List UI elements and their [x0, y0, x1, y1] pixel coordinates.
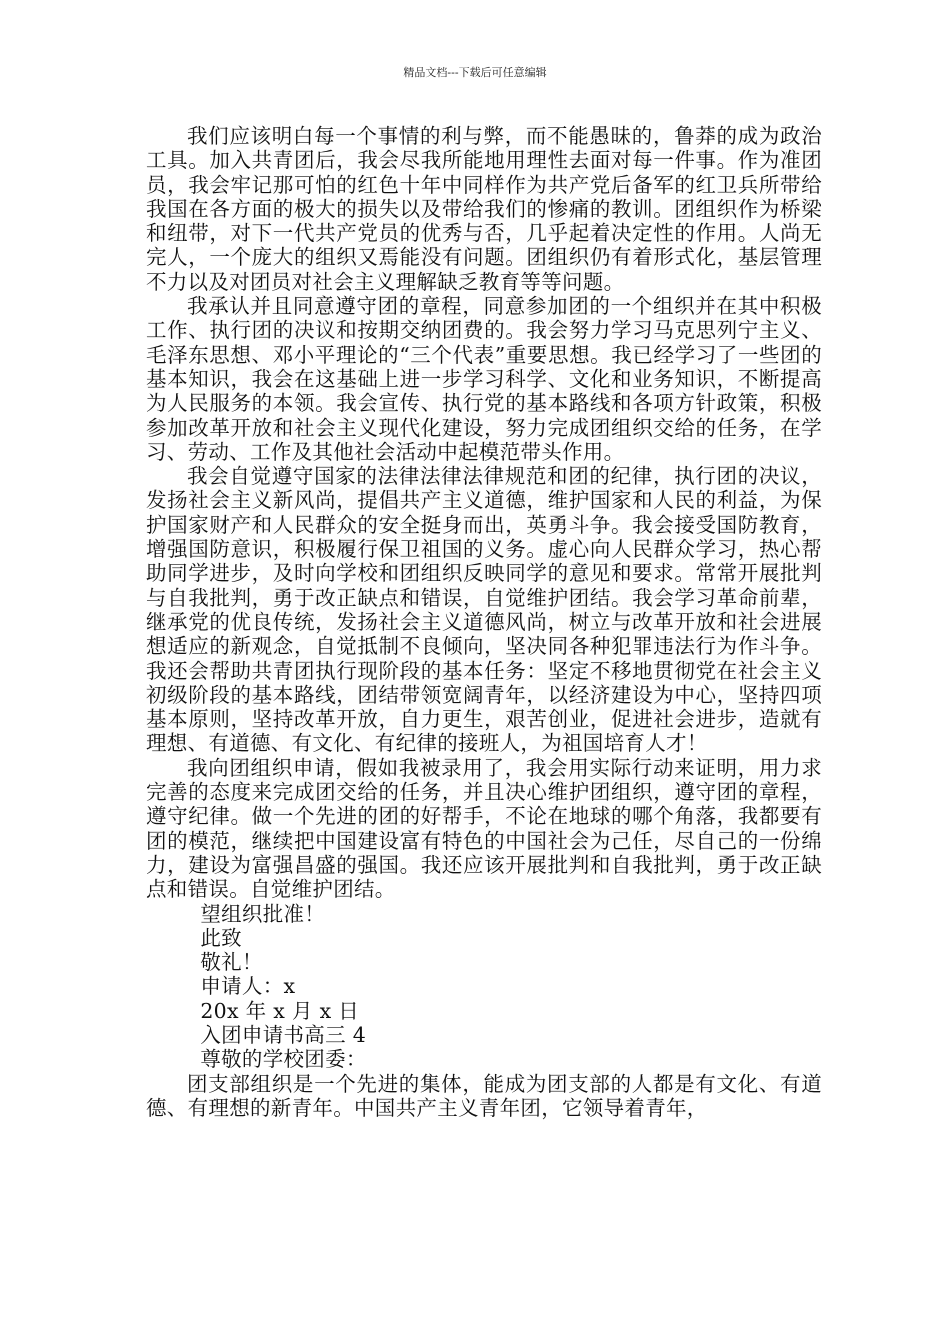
paragraph: 我们应该明白每一个事情的利与弊，而不能愚昧的，鲁莽的成为政治工具。加入共青团后，我会尽我所能地用理性去面对每一件事。作为准团员，我会牢记那可怕的红色十年中同样作为共产党后备军的红卫兵所带给我国在各方面的极大的损失以及带给我们的惨痛的教训。团组织作为桥梁和纽带，对下一代共产党员的优秀与否，几乎起着决定性的作用。人尚无完人，一个庞大的组织又焉能没有问题。团组织仍有着形式化，基层管理不力以及对团员对社会主义理解缺乏教育等等问题。	[146, 124, 822, 294]
closing-line: 此致	[200, 925, 242, 950]
closing-line: 20x 年 x 月 x 日	[200, 998, 360, 1023]
page-header: 精品文档---下载后可任意编辑	[403, 66, 547, 79]
paragraph: 我承认并且同意遵守团的章程，同意参加团的一个组织并在其中积极工作、执行团的决议和按期交纳团费的。我会努力学习马克思列宁主义、毛泽东思想、邓小平理论的“三个代表”重要思想。我已经学习了一些团的基本知识，我会在这基础上进一步学习科学、文化和业务知识，不断提高为人民服务的本领。我会宣传、执行党的基本路线和各项方针政策，积极参加改革开放和社会主义现代化建设，努力完成团组织交给的任务，在学习、劳动、工作及其他社会活动中起模范带头作用。	[146, 294, 822, 464]
closing-line: 尊敬的学校团委：	[200, 1047, 367, 1072]
closing-line: 入团申请书高三 4	[200, 1022, 367, 1047]
document-body	[146, 124, 822, 1120]
paragraph: 我会自觉遵守国家的法律法律法律规范和团的纪律，执行团的决议，发扬社会主义新风尚，提倡共产主义道德，维护国家和人民的利益，为保护国家财产和人民群众的安全挺身而出，英勇斗争。我会接受国防教育，增强国防意识，积极履行保卫祖国的义务。虚心向人民群众学习，热心帮助同学进步，及时向学校和团组织反映同学的意见和要求。常常开展批判与自我批判，勇于改正缺点和错误，自觉维护团结。我会学习革命前辈，继承党的优良传统，发扬社会主义道德风尚，树立与改革开放和社会进展想适应的新观念，自觉抵制不良倾向，坚决同各种犯罪违法行为作斗争。我还会帮助共青团执行现阶段的基本任务：坚定不移地贯彻党在社会主义初级阶段的基本路线，团结带领宽阔青年，以经济建设为中心，坚持四项基本原则，坚持改革开放，自力更生，艰苦创业，促进社会进步，造就有理想、有道德、有文化、有纪律的接班人，为祖国培育人才！	[146, 464, 822, 756]
closing-line: 望组织批准！	[200, 901, 326, 926]
paragraph: 我向团组织申请，假如我被录用了，我会用实际行动来证明，用力求完善的态度来完成团交给的任务，并且决心维护团组织，遵守团的章程，遵守纪律。做一个先进的团的好帮手，不论在地球的哪个角落，我都要有团的模范，继续把中国建设富有特色的中国社会为己任，尽自己的一份绵力，建设为富强昌盛的强国。我还应该开展批判和自我批判，勇于改正缺点和错误。自觉维护团结。	[146, 755, 822, 902]
closing-line: 申请人：x	[200, 974, 296, 999]
closing-line: 敬礼！	[200, 950, 263, 975]
paragraph: 团支部组织是一个先进的集体，能成为团支部的人都是有文化、有道德、有理想的新青年。中国共产主义青年团，它领导着青年，	[146, 1071, 822, 1120]
